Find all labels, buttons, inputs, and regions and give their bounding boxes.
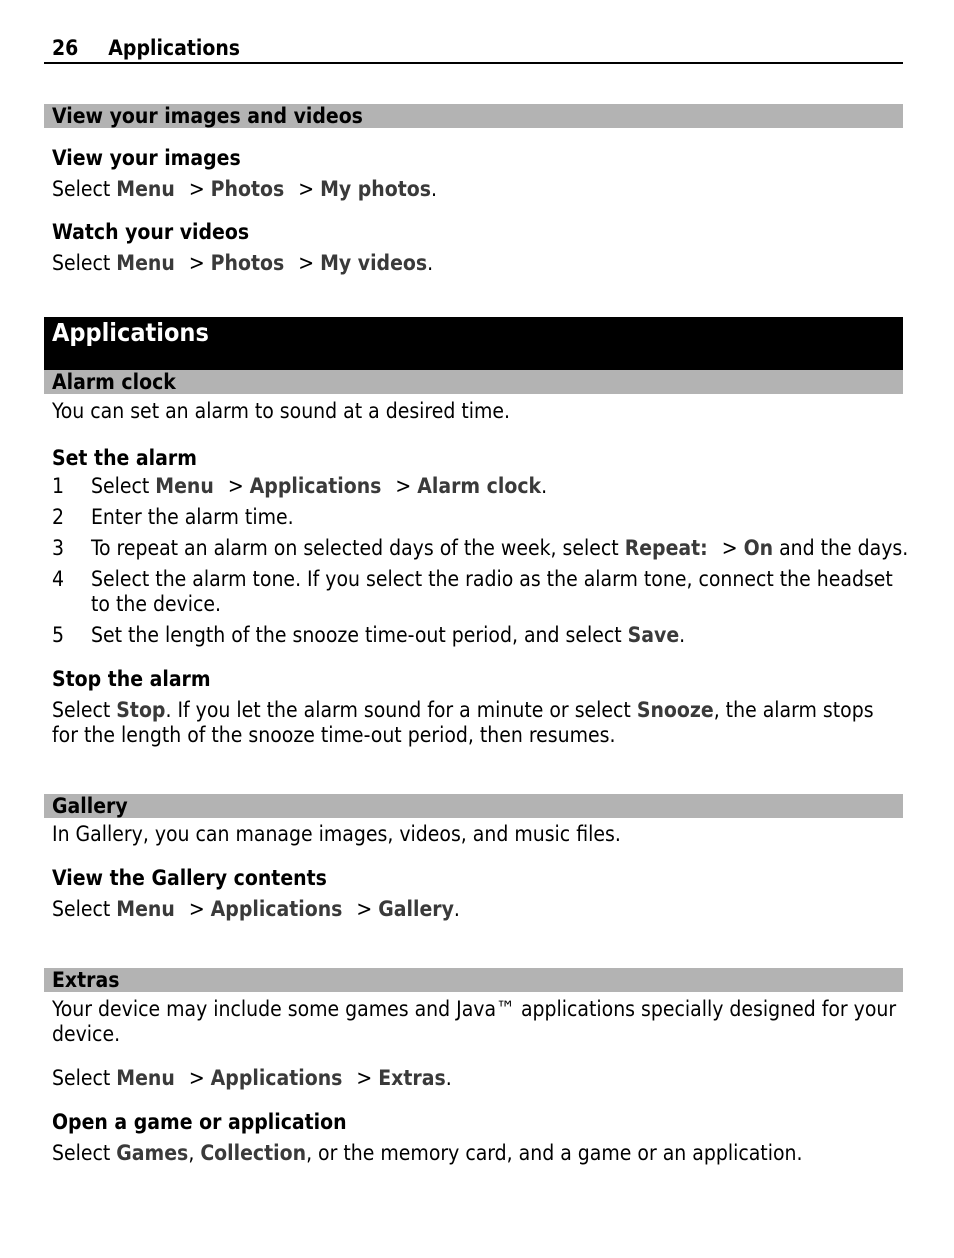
period: . [679, 623, 686, 647]
heading-set-alarm: Set the alarm [52, 446, 197, 470]
instruction-extras [52, 1066, 902, 1091]
on-ref: On [743, 536, 774, 560]
heading-stop-alarm: Stop the alarm [52, 667, 211, 691]
step-number: 4 [52, 567, 65, 591]
arrow: > [356, 1066, 373, 1090]
open-game-text [52, 1141, 902, 1166]
period: . [453, 897, 460, 921]
applications-ref: Applications [210, 1066, 343, 1090]
gallery-ref: Gallery [378, 897, 454, 921]
text-post: , or the memory card, and a game or an application. [306, 1141, 803, 1165]
my-videos-ref: My videos [320, 251, 428, 275]
period: . [430, 177, 437, 201]
text-post: and the days. [779, 536, 909, 560]
menu-ref: Menu [116, 897, 175, 921]
text-select: Select [52, 897, 111, 921]
text-mid: . If you let the alarm sound for a minute or select [165, 698, 631, 722]
extras-ref: Extras [378, 1066, 446, 1090]
arrow: > [188, 1066, 205, 1090]
instruction-watch-videos [52, 251, 902, 276]
arrow: > [298, 177, 315, 201]
step-number: 3 [52, 536, 65, 560]
text-pre: To repeat an alarm on selected days of the week, select [91, 536, 619, 560]
comma: , [188, 1141, 195, 1165]
alarm-clock-ref: Alarm clock [417, 474, 542, 498]
page-number: 26 [52, 36, 79, 60]
photos-ref: Photos [210, 251, 285, 275]
text-select: Select [91, 474, 150, 498]
my-photos-ref: My photos [320, 177, 431, 201]
alarm-intro: You can set an alarm to sound at a desired time. [52, 399, 511, 423]
arrow: > [227, 474, 244, 498]
step-text: Select the alarm tone. If you select the radio as the alarm tone, connect the headset to the device. [91, 567, 893, 616]
repeat-ref: Repeat: [624, 536, 708, 560]
step-number: 5 [52, 623, 65, 647]
menu-ref: Menu [116, 251, 175, 275]
heading-open-game: Open a game or application [52, 1110, 347, 1134]
text-post: , the alarm stops for the length of the snooze time-out period, then resumes. [52, 698, 874, 747]
arrow: > [298, 251, 315, 275]
arrow: > [188, 177, 205, 201]
step-text [91, 536, 921, 561]
games-ref: Games [116, 1141, 189, 1165]
heading-watch-videos: Watch your videos [52, 220, 250, 244]
menu-ref: Menu [116, 1066, 175, 1090]
text-select: Select [52, 251, 111, 275]
stop-alarm-text [52, 698, 902, 748]
text-pre: Set the length of the snooze time-out period, and select [91, 623, 622, 647]
gallery-intro: In Gallery, you can manage images, videos, and music files. [52, 822, 621, 846]
collection-ref: Collection [200, 1141, 307, 1165]
text-select: Select [52, 177, 111, 201]
arrow: > [721, 536, 738, 560]
period: . [541, 474, 548, 498]
photos-ref: Photos [210, 177, 285, 201]
section-band-extras: Extras [44, 968, 903, 992]
period: . [427, 251, 434, 275]
period: . [445, 1066, 452, 1090]
text-select: Select [52, 698, 111, 722]
menu-ref: Menu [155, 474, 214, 498]
stop-ref: Stop [116, 698, 166, 722]
chapter-title: Applications [44, 317, 903, 370]
header-rule [44, 62, 903, 64]
applications-ref: Applications [210, 897, 343, 921]
instruction-view-images [52, 177, 902, 202]
snooze-ref: Snooze [636, 698, 714, 722]
arrow: > [395, 474, 412, 498]
extras-intro: Your device may include some games and Java™ applications specially designed for your device. [52, 997, 897, 1046]
applications-ref: Applications [249, 474, 382, 498]
arrow: > [188, 897, 205, 921]
step-text [91, 623, 901, 648]
instruction-gallery [52, 897, 902, 922]
text-select: Select [52, 1066, 111, 1090]
heading-view-images: View your images [52, 146, 241, 170]
save-ref: Save [627, 623, 680, 647]
section-band-alarm: Alarm clock [44, 370, 903, 394]
header-title: Applications [108, 36, 241, 60]
arrow: > [188, 251, 205, 275]
text-select: Select [52, 1141, 111, 1165]
running-header [52, 36, 240, 60]
step-number: 1 [52, 474, 65, 498]
section-band-view: View your images and videos [44, 104, 903, 128]
step-number: 2 [52, 505, 65, 529]
heading-gallery-contents: View the Gallery contents [52, 866, 327, 890]
section-band-gallery: Gallery [44, 794, 903, 818]
menu-ref: Menu [116, 177, 175, 201]
step-text: Enter the alarm time. [91, 505, 294, 529]
arrow: > [356, 897, 373, 921]
step-text [91, 474, 901, 499]
